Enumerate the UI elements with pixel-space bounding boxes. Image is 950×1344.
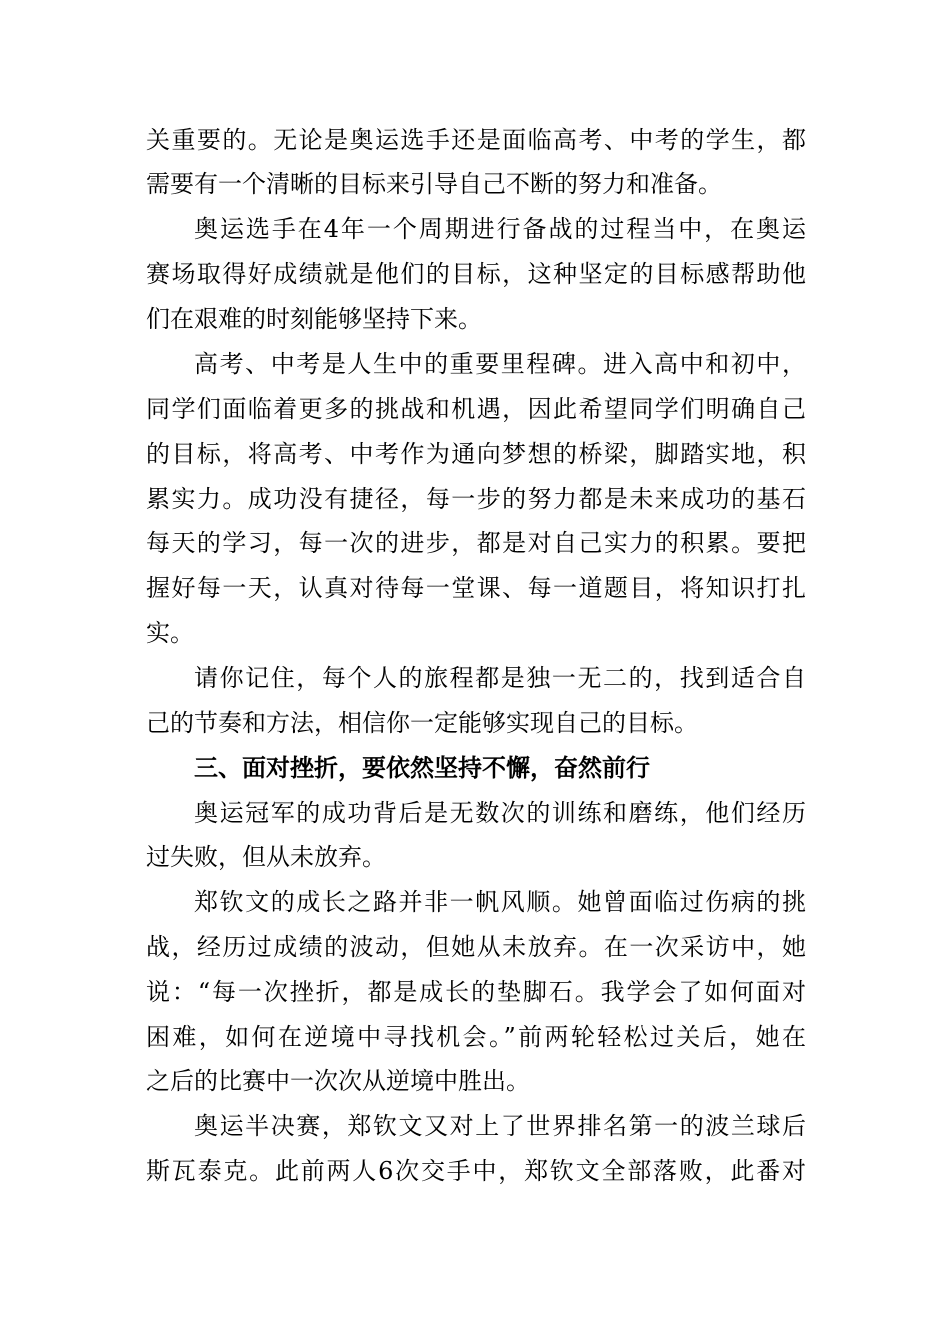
body-line-11: 握好每一天，认真对待每一堂课、每一道题目，将知识打扎 bbox=[146, 574, 806, 602]
body-line-6: 高考、中考是人生中的重要里程碑。进入高中和初中， bbox=[194, 350, 806, 378]
body-line-23: 奥运半决赛，郑钦文又对上了世界排名第一的波兰球后 bbox=[194, 1112, 806, 1140]
body-line-3: 奥运选手在4年一个周期进行备战的过程当中，在奥运 bbox=[194, 215, 806, 243]
body-line-21: 困难，如何在逆境中寻找机会。”前两轮轻松过关后，她在 bbox=[146, 1023, 806, 1051]
body-line-20: 说：“每一次挫折，都是成长的垫脚石。我学会了如何面对 bbox=[146, 978, 806, 1006]
body-line-24: 斯瓦泰克。此前两人6次交手中，郑钦文全部落败，此番对 bbox=[146, 1157, 806, 1185]
body-line-18: 郑钦文的成长之路并非一帆风顺。她曾面临过伤病的挑 bbox=[194, 888, 806, 916]
body-line-10: 每天的学习，每一次的进步，都是对自己实力的积累。要把 bbox=[146, 529, 806, 557]
body-line-12: 实。 bbox=[146, 619, 194, 647]
body-line-4: 赛场取得好成绩就是他们的目标，这种坚定的目标感帮助他 bbox=[146, 260, 806, 288]
body-line-14: 己的节奏和方法，相信你一定能够实现自己的目标。 bbox=[146, 709, 698, 737]
body-line-16: 奥运冠军的成功背后是无数次的训练和磨练，他们经历 bbox=[194, 799, 806, 827]
body-line-2: 需要有一个清晰的目标来引导自己不断的努力和准备。 bbox=[146, 170, 722, 198]
body-line-19: 战，经历过成绩的波动，但她从未放弃。在一次采访中，她 bbox=[146, 933, 806, 961]
section-heading: 三、面对挫折，要依然坚持不懈，奋然前行 bbox=[194, 754, 650, 782]
body-line-5: 们在艰难的时刻能够坚持下来。 bbox=[146, 305, 482, 333]
body-line-22: 之后的比赛中一次次从逆境中胜出。 bbox=[146, 1067, 530, 1095]
body-line-7: 同学们面临着更多的挑战和机遇，因此希望同学们明确自己 bbox=[146, 395, 806, 423]
body-line-17: 过失败，但从未放弃。 bbox=[146, 843, 386, 871]
body-line-13: 请你记住，每个人的旅程都是独一无二的，找到适合自 bbox=[194, 664, 806, 692]
body-line-8: 的目标，将高考、中考作为通向梦想的桥梁，脚踏实地，积 bbox=[146, 440, 806, 468]
body-line-1: 关重要的。无论是奥运选手还是面临高考、中考的学生，都 bbox=[146, 126, 806, 154]
body-line-9: 累实力。成功没有捷径，每一步的努力都是未来成功的基石 bbox=[146, 485, 806, 513]
